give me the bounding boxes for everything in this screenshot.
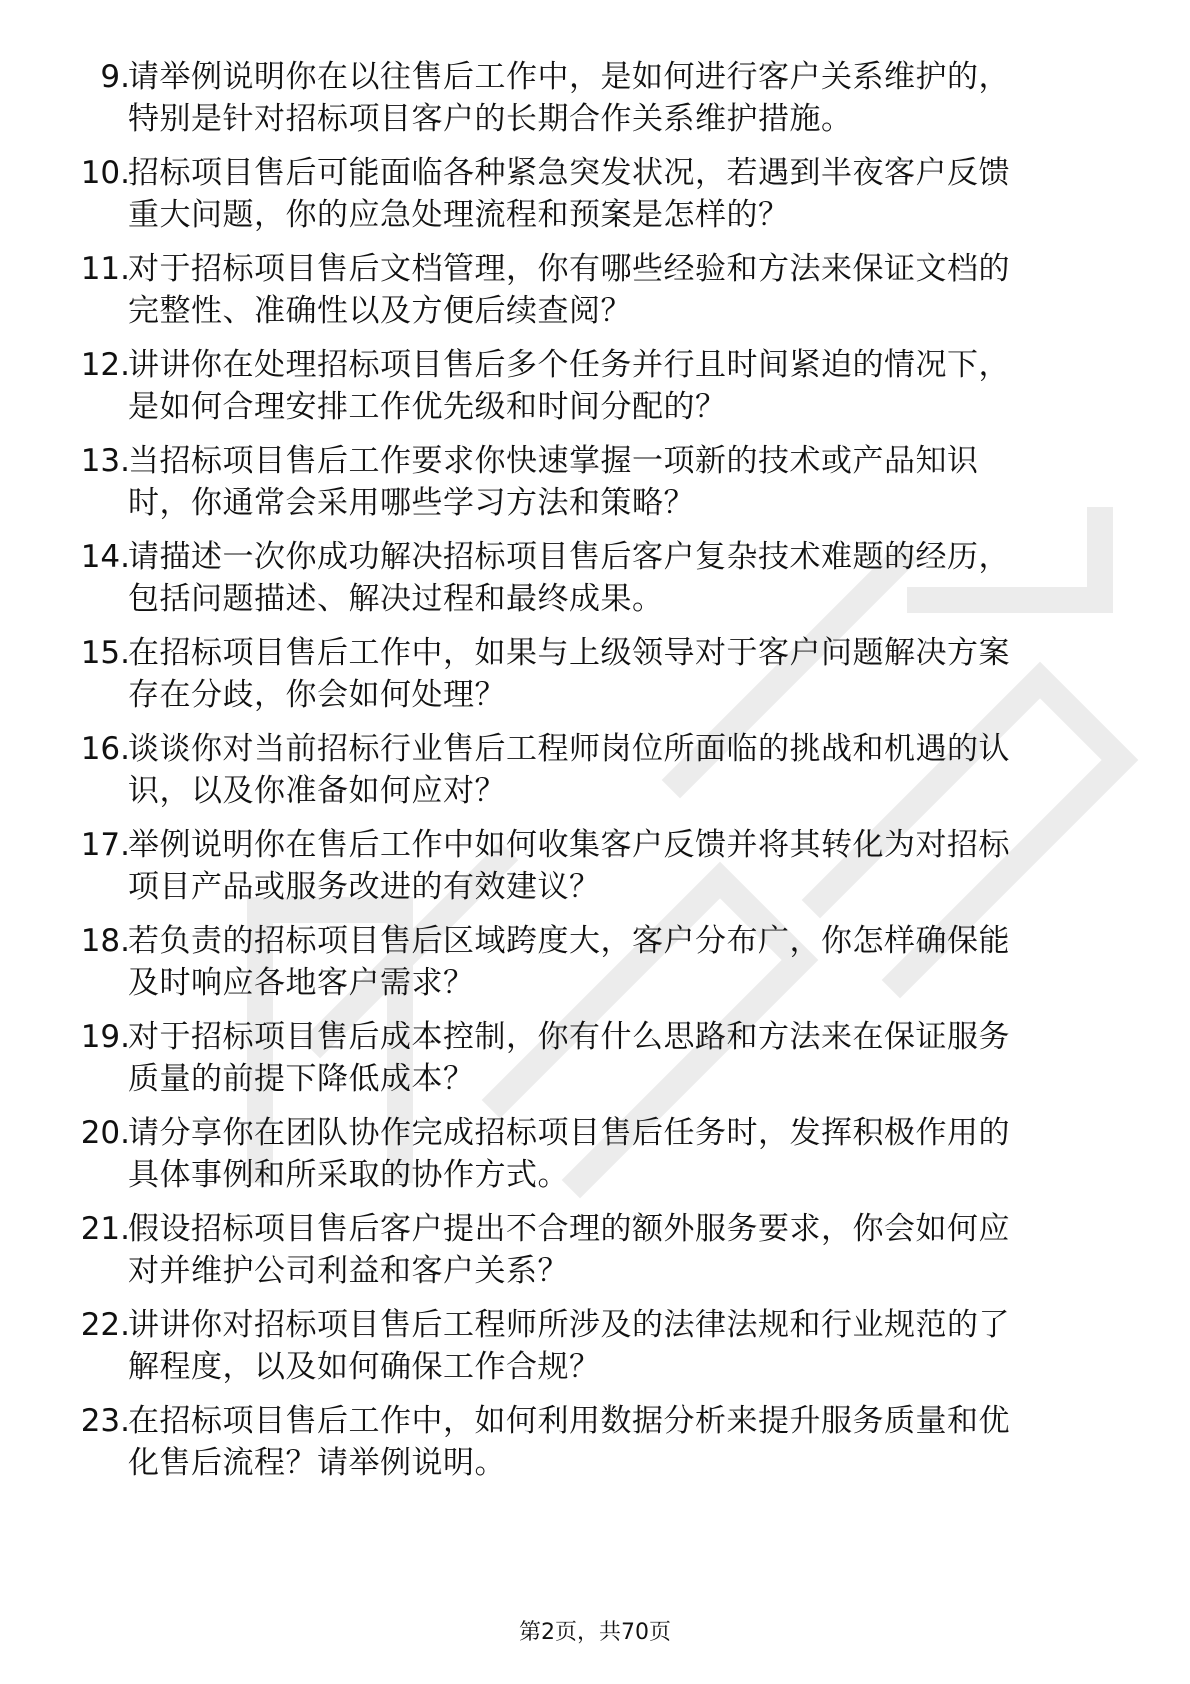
question-item bbox=[0, 146, 1190, 242]
question-number: 19. bbox=[80, 1019, 130, 1055]
question-number: 17. bbox=[80, 827, 130, 863]
question-number: 15. bbox=[80, 635, 130, 671]
question-item bbox=[0, 242, 1190, 338]
question-text: 举例说明你在售后工作中如何收集客户反馈并将其转化为对招标 项目产品或服务改进的有效建议？ bbox=[128, 827, 1010, 905]
question-text: 对于招标项目售后文档管理，你有哪些经验和方法来保证文档的 完整性、准确性以及方便后续查阅？ bbox=[128, 251, 1010, 329]
question-item bbox=[0, 818, 1190, 914]
question-number: 12. bbox=[80, 347, 130, 383]
question-number: 23. bbox=[80, 1403, 130, 1439]
question-item bbox=[0, 914, 1190, 1010]
question-text: 讲讲你对招标项目售后工程师所涉及的法律法规和行业规范的了 解程度，以及如何确保工作合规？ bbox=[128, 1307, 1010, 1385]
question-text: 谈谈你对当前招标行业售后工程师岗位所面临的挑战和机遇的认 识，以及你准备如何应对？ bbox=[128, 731, 1010, 809]
question-number: 16. bbox=[80, 731, 130, 767]
question-list bbox=[0, 50, 1190, 1490]
question-number: 20. bbox=[80, 1115, 130, 1151]
question-text: 请描述一次你成功解决招标项目售后客户复杂技术难题的经历， 包括问题描述、解决过程和最终成果。 bbox=[128, 539, 1010, 617]
question-text: 在招标项目售后工作中，如何利用数据分析来提升服务质量和优 化售后流程？请举例说明。 bbox=[128, 1403, 1010, 1481]
question-number: 10. bbox=[80, 155, 130, 191]
question-item bbox=[0, 50, 1190, 146]
question-item bbox=[0, 722, 1190, 818]
question-number: 11. bbox=[80, 251, 130, 287]
question-number: 21. bbox=[80, 1211, 130, 1247]
question-item bbox=[0, 434, 1190, 530]
page-number-footer: 第2页，共70页 bbox=[519, 1620, 671, 1645]
question-number: 14. bbox=[80, 539, 130, 575]
question-item bbox=[0, 1010, 1190, 1106]
question-text: 讲讲你在处理招标项目售后多个任务并行且时间紧迫的情况下， 是如何合理安排工作优先级和时间分配的？ bbox=[128, 347, 1010, 425]
question-item bbox=[0, 1202, 1190, 1298]
question-item bbox=[0, 1106, 1190, 1202]
question-number: 9. bbox=[100, 59, 130, 95]
question-text: 招标项目售后可能面临各种紧急突发状况，若遇到半夜客户反馈 重大问题，你的应急处理流程和预案是怎样的？ bbox=[128, 155, 1010, 233]
question-number: 13. bbox=[80, 443, 130, 479]
question-text: 当招标项目售后工作要求你快速掌握一项新的技术或产品知识 时，你通常会采用哪些学习方法和策略？ bbox=[128, 443, 979, 521]
question-text: 假设招标项目售后客户提出不合理的额外服务要求，你会如何应 对并维护公司利益和客户关系？ bbox=[128, 1211, 1010, 1289]
question-text: 请举例说明你在以往售后工作中，是如何进行客户关系维护的， 特别是针对招标项目客户的长期合作关系维护措施。 bbox=[128, 59, 1010, 137]
question-number: 22. bbox=[80, 1307, 130, 1343]
question-item bbox=[0, 338, 1190, 434]
question-item bbox=[0, 1394, 1190, 1490]
question-item bbox=[0, 1298, 1190, 1394]
question-item bbox=[0, 530, 1190, 626]
question-text: 请分享你在团队协作完成招标项目售后任务时，发挥积极作用的 具体事例和所采取的协作方式。 bbox=[128, 1115, 1010, 1193]
question-item bbox=[0, 626, 1190, 722]
question-text: 对于招标项目售后成本控制，你有什么思路和方法来在保证服务 质量的前提下降低成本？ bbox=[128, 1019, 1010, 1097]
question-number: 18. bbox=[80, 923, 130, 959]
question-text: 若负责的招标项目售后区域跨度大，客户分布广，你怎样确保能 及时响应各地客户需求？ bbox=[128, 923, 1010, 1001]
question-text: 在招标项目售后工作中，如果与上级领导对于客户问题解决方案 存在分歧，你会如何处理？ bbox=[128, 635, 1010, 713]
